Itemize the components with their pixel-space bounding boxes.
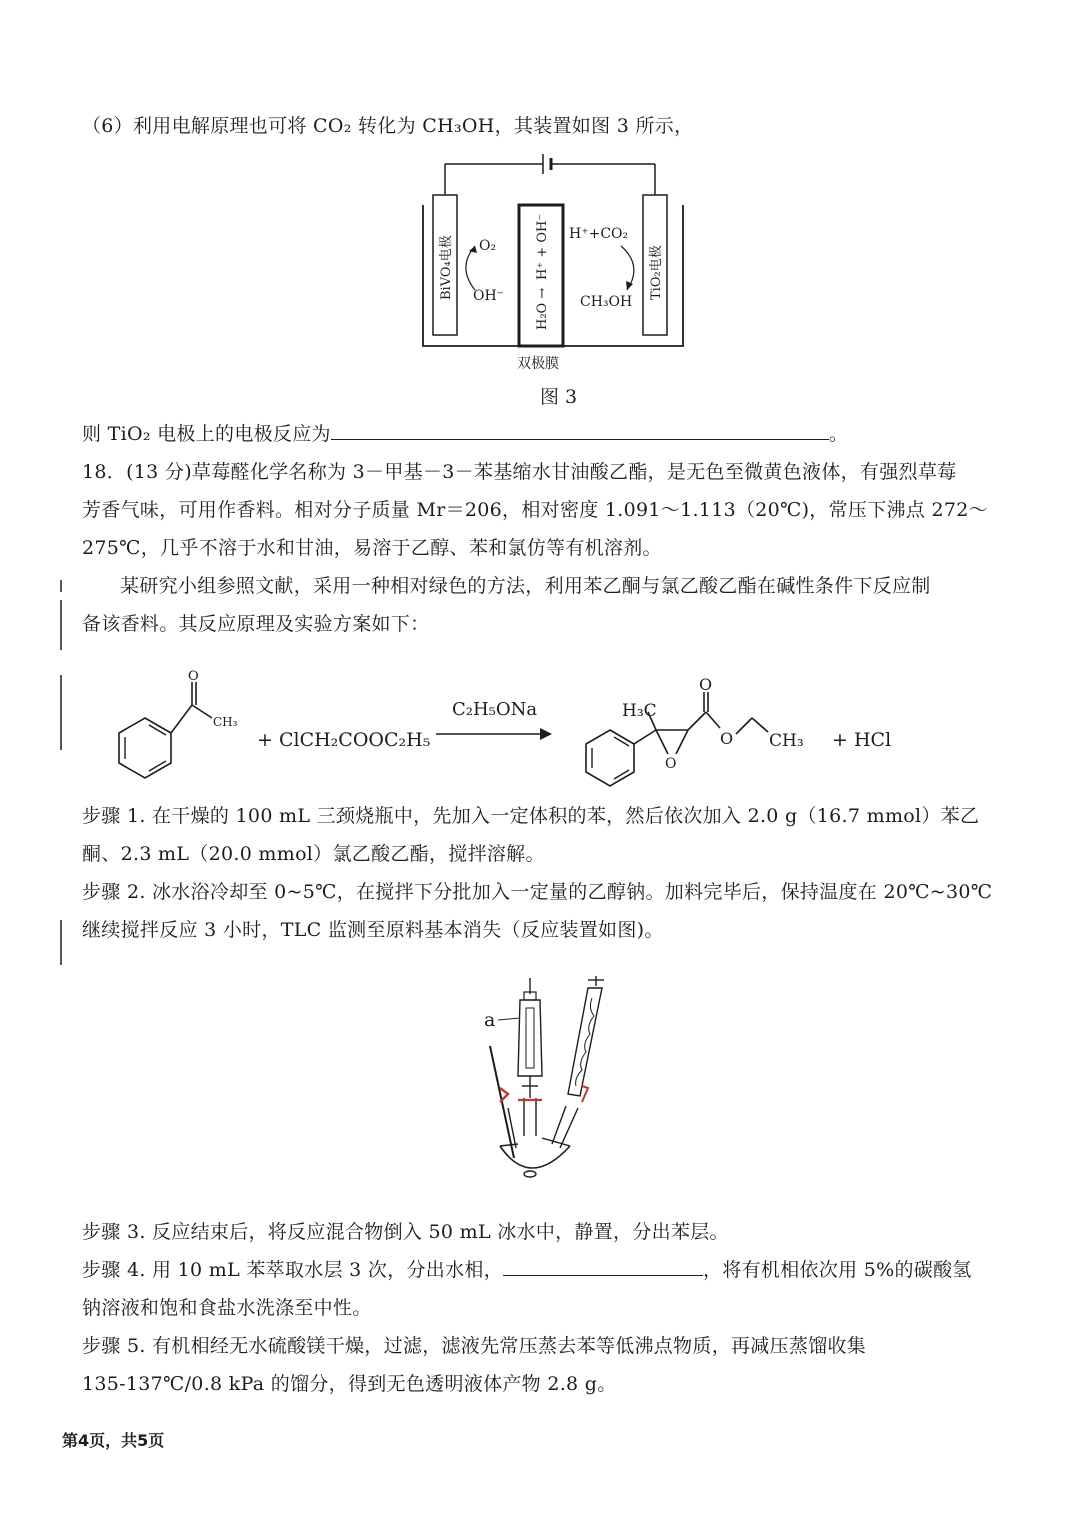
bipolar-membrane-label: 双极膜 [517, 356, 559, 372]
q18-line1: 18．(13 分)草莓醛化学名称为 3－甲基－3－苯基缩水甘油酸乙酯，是无色至微黄色液体，有强烈草莓 [82, 461, 957, 483]
acetophenone-ch3-label: CH₃ [213, 715, 238, 729]
step2-line1: 步骤 2. 冰水浴冷却至 0~5℃，在搅拌下分批加入一定量的乙醇钠。加料完毕后，保持温度在 20℃~30℃ [82, 881, 993, 903]
reaction-apparatus-figure [478, 968, 618, 1188]
acetophenone-o-label: O [188, 669, 199, 684]
q18-line2: 芳香气味，可用作香料。相对分子质量 Mr＝206，相对密度 1.091～1.113（20℃)，常压下沸点 272～ [82, 499, 988, 521]
q18-para2-line1: 某研究小组参照文献，采用一种相对绿色的方法，利用苯乙酮与氯乙酸乙酯在碱性条件下反应制 [120, 575, 931, 597]
ester-o-label: O [720, 729, 734, 748]
ch3oh-label: CH₃OH [580, 294, 633, 310]
product-h3c-label: H₃C [622, 701, 657, 721]
oh-label: OH⁻ [473, 288, 505, 304]
margin-mark [60, 920, 62, 965]
catalyst-label: C₂H₅ONa [452, 699, 538, 720]
epoxide-ring-o-label: O [665, 756, 677, 772]
step4-answer-blank[interactable] [503, 1257, 703, 1276]
step4-text-a: 步骤 4. 用 10 mL 苯萃取水层 3 次，分出水相， [82, 1259, 504, 1281]
margin-mark [60, 675, 62, 750]
q6-answer-end: 。 [828, 423, 849, 445]
step4-text-b: ，将有机相依次用 5%的碳酸氢 [703, 1259, 972, 1281]
figure3-caption: 图 3 [540, 386, 578, 408]
q6-answer-prompt: 则 TiO₂ 电极上的电极反应为 [82, 423, 331, 445]
q6-answer-blank[interactable] [331, 421, 829, 440]
margin-mark [60, 580, 62, 592]
step3-line: 步骤 3. 反应结束后，将反应混合物倒入 50 mL 冰水中，静置，分出苯层。 [82, 1221, 729, 1243]
chloroacetate-reagent: + ClCH₂COOC₂H₅ [257, 729, 431, 751]
membrane-ions-label: H⁺ + OH⁻ [535, 213, 550, 280]
bivo4-electrode-label: BiVO₄电极 [439, 235, 454, 300]
step1-line2: 酮、2.3 mL（20.0 mmol）氯乙酸乙酯，搅拌溶解。 [82, 843, 545, 865]
membrane-water-label: H₂O → [535, 287, 550, 330]
hcl-byproduct: + HCl [832, 729, 892, 751]
tio2-electrode-label: TiO₂电极 [649, 245, 664, 300]
q6-answer-line [82, 421, 1022, 447]
step4-line2: 钠溶液和饱和食盐水洗涤至中性。 [82, 1297, 372, 1319]
o2-label: O₂ [479, 238, 497, 254]
step1-line1: 步骤 1. 在干燥的 100 mL 三颈烧瓶中，先加入一定体积的苯，然后依次加入 2.0 g（16.7 mmol）苯乙 [82, 805, 980, 827]
q18-para2-line2: 备该香料。其反应原理及实验方案如下： [82, 613, 430, 635]
step5-line2: 135-137℃/0.8 kPa 的馏分，得到无色透明液体产物 2.8 g。 [82, 1373, 617, 1395]
step2-line2: 继续搅拌反应 3 小时，TLC 监测至原料基本消失（反应装置如图)。 [82, 919, 664, 941]
step5-line1: 步骤 5. 有机相经无水硫酸镁干燥，过滤，滤液先常压蒸去苯等低沸点物质，再减压蒸馏收集 [82, 1335, 867, 1357]
step4-line1 [82, 1257, 1022, 1283]
figure3-electrolysis-diagram [415, 150, 695, 380]
carbonyl-o-label: O [699, 675, 713, 694]
product-ch3-label: CH₃ [769, 731, 804, 751]
q6-intro: （6）利用电解原理也可将 CO₂ 转化为 CH₃OH，其装置如图 3 所示， [82, 115, 694, 137]
h-co2-label: H⁺+CO₂ [569, 226, 629, 242]
apparatus-label-a: a [484, 1009, 496, 1031]
q18-line3: 275℃，几乎不溶于水和甘油，易溶于乙醇、苯和氯仿等有机溶剂。 [82, 537, 662, 559]
margin-mark [60, 600, 62, 650]
reaction-scheme [100, 660, 920, 790]
page-number-footer: 第4页，共5页 [62, 1431, 165, 1450]
